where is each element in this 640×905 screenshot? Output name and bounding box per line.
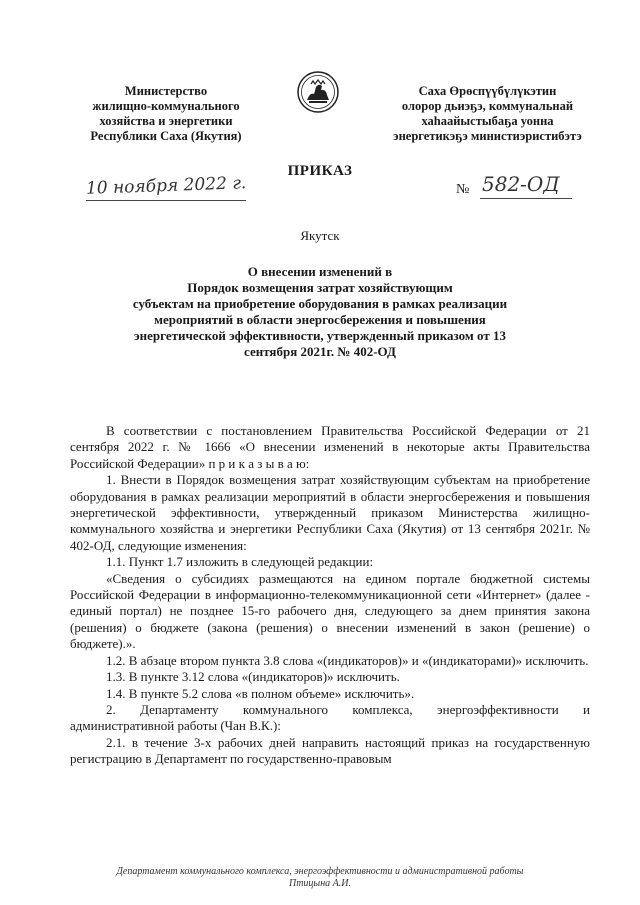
header-left-line: хозяйства и энергетики: [99, 114, 233, 128]
footer-department: Департамент коммунального комплекса, энергоэффективности и административной работы: [116, 866, 524, 877]
coat-of-arms-icon: [296, 70, 340, 114]
paragraph: 1.2. В абзаце втором пункта 3.8 слова «(индикаторов)» и «(индикаторами)» исключить.: [106, 652, 589, 668]
title-line: мероприятий в области энергосбережения и повышения: [154, 312, 486, 327]
header-left-line: Министерство: [124, 84, 208, 98]
page-footer: [40, 866, 600, 890]
number-underline: [480, 198, 572, 199]
number-sign: №: [456, 182, 470, 197]
document-title: [60, 264, 580, 360]
ministry-name-russian: [56, 84, 276, 144]
city: Якутск: [300, 228, 340, 243]
footer-executor: Птицына А.И.: [288, 878, 351, 889]
header-left-line: Республики Саха (Якутия): [90, 129, 242, 143]
header-right-line: Саха Өрөспүүбүлүкэтин: [418, 84, 557, 98]
title-line: сентября 2021г. № 402-ОД: [244, 344, 396, 359]
order-date-handwritten: 10 ноября 2022 г.: [85, 173, 247, 199]
header-right-line: олорор дьиэҕэ, коммунальнай: [401, 99, 574, 113]
paragraph: 1. Внести в Порядок возмещения затрат хозяйствующим субъектам на приобретение оборудования в рамках реализации мероприятий в области энергосбережения и повышения энергетической эффективности, утвержденный приказом Министерства жилищно-коммунального хозяйства и энергетики Республики Саха (Якутия) от 13 сентября 2021г. № 402-ОД, следующие изменения:: [70, 472, 590, 553]
title-line: О внесении изменений в: [247, 264, 393, 279]
order-title: ПРИКАЗ: [287, 163, 353, 179]
header-left-line: жилищно-коммунального: [92, 99, 240, 113]
paragraph: «Сведения о субсидиях размещаются на едином портале бюджетной системы Российской Федерации в информационно-телекоммуникационной сети «Интернет» (далее - единый портал) не позднее 15-го рабочего дня, следующего за днем принятия закона (решения) о бюджете (закона (решения) о внесении изменений в закон (решение) о бюджете).».: [70, 570, 590, 652]
paragraph: 2.1. в течение 3-х рабочих дней направить настоящий приказ на государственную регистрацию в Департамент по государственно-правовым: [70, 734, 590, 767]
title-line: энергетической эффективности, утвержденный приказом от 13: [134, 328, 506, 343]
ministry-name-yakut: [375, 84, 600, 144]
paragraph: 2. Департаменту коммунального комплекса, энергоэффективности и административной работы (Чан В.К.):: [70, 701, 590, 734]
document-body: [70, 423, 590, 768]
paragraph: В соответствии с постановлением Правительства Российской Федерации от 21 сентября 2022 г. № 1666 «О внесении изменений в некоторые акты Правительства Российской Федерации» п р и к а з ы в а ю:: [70, 423, 590, 471]
paragraph: 1.4. В пункте 5.2 слова «в полном объеме» исключить».: [106, 685, 415, 701]
paragraph: 1.3. В пункте 3.12 слова «(индикаторов)» исключить.: [106, 669, 400, 685]
date-underline: [86, 200, 246, 201]
header-right-line: энергетикэҕэ министиэристибэтэ: [393, 129, 582, 143]
paragraph: 1.1. Пункт 1.7 изложить в следующей редакции:: [106, 554, 374, 570]
order-number-handwritten: 582-ОД: [482, 172, 560, 196]
header-right-line: хаһаайыстыбаҕа уонна: [421, 114, 554, 128]
title-line: субъектам на приобретение оборудования в рамках реализации: [132, 296, 508, 311]
title-line: Порядок возмещения затрат хозяйствующим: [187, 280, 453, 295]
